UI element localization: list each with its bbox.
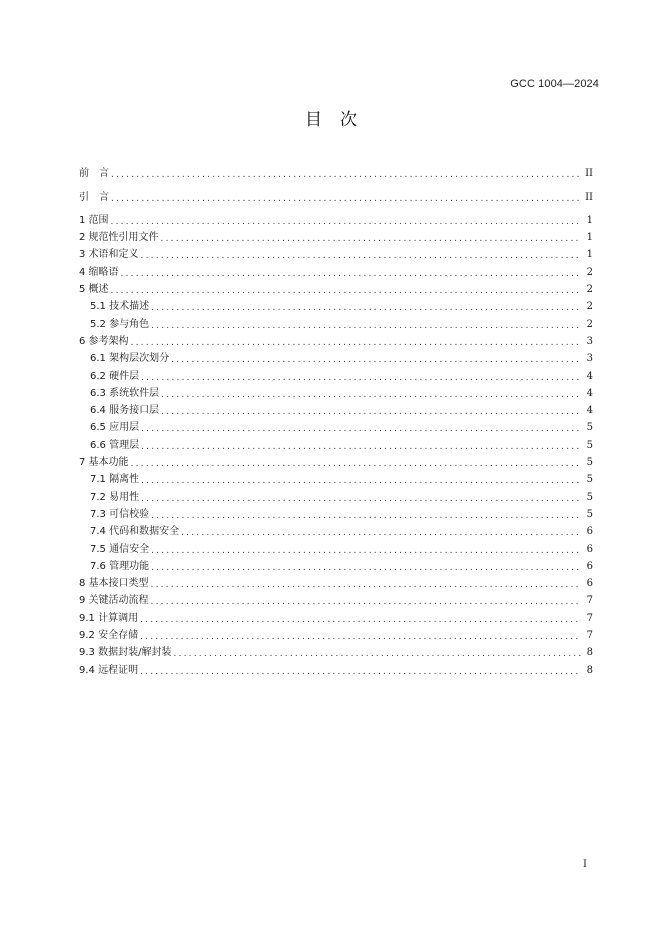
toc-entry-7-2[interactable] bbox=[79, 487, 593, 504]
toc-leader-dots bbox=[151, 579, 581, 591]
toc-entry-label: 8 基本接口类型 bbox=[79, 578, 149, 590]
toc-entry-7-1[interactable] bbox=[79, 470, 593, 487]
toc-entry-9[interactable] bbox=[79, 591, 593, 608]
toc-entry-page: 5 bbox=[586, 474, 593, 486]
toc-leader-dots bbox=[140, 614, 581, 626]
toc-entry-preface[interactable] bbox=[79, 164, 593, 181]
toc-entry-1[interactable] bbox=[79, 211, 593, 228]
toc-leader-dots bbox=[151, 510, 581, 522]
toc-leader-dots bbox=[151, 545, 581, 557]
toc-entry-page: 5 bbox=[586, 457, 593, 469]
toc-leader-dots bbox=[111, 285, 581, 297]
toc-entry-9-2[interactable] bbox=[79, 626, 593, 643]
toc-entry-page: 2 bbox=[586, 266, 593, 278]
document-code: GCC 1004—2024 bbox=[510, 78, 599, 90]
toc-entry-page: 7 bbox=[586, 630, 593, 642]
toc-entry-page: 4 bbox=[586, 370, 593, 382]
toc-entry-page: 6 bbox=[586, 560, 593, 572]
toc-entry-label: 7.3 可信校验 bbox=[90, 508, 150, 520]
toc-entry-page: 2 bbox=[586, 301, 593, 313]
toc-entry-page: 5 bbox=[586, 439, 593, 451]
toc-entry-page: II bbox=[585, 168, 593, 180]
toc-entry-label: 9.1 计算调用 bbox=[79, 612, 139, 624]
toc-leader-dots bbox=[171, 354, 581, 366]
toc-entry-label: 7.1 隔离性 bbox=[90, 474, 140, 486]
toc-leader-dots bbox=[151, 302, 581, 314]
toc-entry-6-2[interactable] bbox=[79, 366, 593, 383]
toc-entry-6-3[interactable] bbox=[79, 384, 593, 401]
toc-entry-6-6[interactable] bbox=[79, 435, 593, 452]
toc-entry-6-1[interactable] bbox=[79, 349, 593, 366]
toc-entry-label: 2 规范性引用文件 bbox=[79, 232, 159, 244]
toc-entry-3[interactable] bbox=[79, 245, 593, 262]
toc-entry-9-4[interactable] bbox=[79, 660, 593, 677]
toc-entry-label: 6.4 服务接口层 bbox=[90, 405, 160, 417]
toc-entry-page: 1 bbox=[586, 249, 593, 261]
toc-entry-label: 6.1 架构层次划分 bbox=[90, 353, 170, 365]
toc-entry-label: 6.6 管理层 bbox=[90, 439, 140, 451]
toc-entry-page: 7 bbox=[586, 595, 593, 607]
toc-entry-7-6[interactable] bbox=[79, 557, 593, 574]
toc-leader-dots bbox=[141, 423, 581, 435]
toc-entry-label: 5.1 技术描述 bbox=[90, 301, 150, 313]
toc-entry-label: 7 基本功能 bbox=[79, 457, 129, 469]
toc-leader-dots bbox=[131, 458, 581, 470]
toc-leader-dots bbox=[111, 193, 581, 205]
toc-entry-page: 5 bbox=[586, 491, 593, 503]
toc-entry-label: 4 缩略语 bbox=[79, 266, 119, 278]
toc-leader-dots bbox=[161, 406, 581, 418]
toc-entry-page: 7 bbox=[586, 612, 593, 624]
toc-leader-dots bbox=[151, 562, 581, 574]
toc-entry-label: 6 参考架构 bbox=[79, 335, 129, 347]
toc-entry-4[interactable] bbox=[79, 262, 593, 279]
toc-leader-dots bbox=[173, 648, 581, 660]
toc-entry-6-4[interactable] bbox=[79, 401, 593, 418]
toc-entry-5[interactable] bbox=[79, 280, 593, 297]
toc-entry-page: 5 bbox=[586, 422, 593, 434]
toc-leader-dots bbox=[111, 169, 581, 181]
toc-leader-dots bbox=[141, 372, 581, 384]
toc-leader-dots bbox=[141, 493, 581, 505]
toc-leader-dots bbox=[131, 337, 581, 349]
toc-entry-label: 9 关键活动流程 bbox=[79, 595, 149, 607]
toc-entry-page: 2 bbox=[586, 284, 593, 296]
toc-entry-2[interactable] bbox=[79, 228, 593, 245]
page-title: 目次 bbox=[305, 110, 375, 130]
toc-entry-page: 6 bbox=[586, 526, 593, 538]
toc-leader-dots bbox=[140, 666, 581, 678]
toc-leader-dots bbox=[111, 216, 581, 228]
toc-entry-label: 5.2 参与角色 bbox=[90, 318, 150, 330]
toc-entry-7-3[interactable] bbox=[79, 505, 593, 522]
toc-entry-7[interactable] bbox=[79, 453, 593, 470]
toc-entry-label: 1 范围 bbox=[79, 214, 109, 226]
toc-entry-7-5[interactable] bbox=[79, 539, 593, 556]
table-of-contents bbox=[79, 164, 593, 678]
toc-leader-dots bbox=[140, 631, 581, 643]
toc-entry-8[interactable] bbox=[79, 574, 593, 591]
toc-entry-label: 7.6 管理功能 bbox=[90, 560, 150, 572]
toc-leader-dots bbox=[181, 527, 581, 539]
toc-entry-page: 4 bbox=[586, 405, 593, 417]
toc-entry-label: 5 概述 bbox=[79, 284, 109, 296]
toc-entry-label: 7.5 通信安全 bbox=[90, 543, 150, 555]
toc-entry-page: 3 bbox=[586, 353, 593, 365]
toc-entry-page: II bbox=[585, 191, 593, 203]
toc-leader-dots bbox=[141, 250, 581, 262]
toc-entry-page: 5 bbox=[586, 508, 593, 520]
page-number: I bbox=[583, 859, 587, 870]
toc-entry-7-4[interactable] bbox=[79, 522, 593, 539]
toc-entry-page: 1 bbox=[586, 214, 593, 226]
toc-entry-6-5[interactable] bbox=[79, 418, 593, 435]
toc-leader-dots bbox=[161, 233, 581, 245]
toc-entry-6[interactable] bbox=[79, 332, 593, 349]
toc-leader-dots bbox=[141, 441, 581, 453]
toc-entry-9-3[interactable] bbox=[79, 643, 593, 660]
toc-leader-dots bbox=[121, 268, 581, 280]
toc-entry-page: 6 bbox=[586, 543, 593, 555]
toc-entry-page: 3 bbox=[586, 335, 593, 347]
toc-entry-label: 9.4 远程证明 bbox=[79, 664, 139, 676]
toc-entry-label: 9.2 安全存储 bbox=[79, 630, 139, 642]
toc-entry-page: 1 bbox=[586, 232, 593, 244]
toc-entry-label: 9.3 数据封装/解封装 bbox=[79, 647, 172, 659]
toc-leader-dots bbox=[141, 475, 581, 487]
toc-entry-label: 6.2 硬件层 bbox=[90, 370, 140, 382]
toc-entry-5-1[interactable] bbox=[79, 297, 593, 314]
toc-entry-label: 引 言 bbox=[79, 191, 109, 203]
toc-entry-label: 6.3 系统软件层 bbox=[90, 387, 160, 399]
toc-entry-page: 2 bbox=[586, 318, 593, 330]
toc-entry-label: 前 言 bbox=[79, 168, 109, 180]
toc-leader-dots bbox=[151, 596, 581, 608]
toc-entry-label: 7.2 易用性 bbox=[90, 491, 140, 503]
toc-leader-dots bbox=[161, 389, 581, 401]
toc-entry-label: 6.5 应用层 bbox=[90, 422, 140, 434]
toc-entry-5-2[interactable] bbox=[79, 314, 593, 331]
toc-entry-introduction[interactable] bbox=[79, 187, 593, 204]
toc-entry-9-1[interactable] bbox=[79, 608, 593, 625]
toc-entry-page: 8 bbox=[586, 647, 593, 659]
toc-entry-page: 4 bbox=[586, 387, 593, 399]
toc-leader-dots bbox=[151, 320, 581, 332]
toc-entry-page: 6 bbox=[586, 578, 593, 590]
toc-entry-page: 8 bbox=[586, 664, 593, 676]
toc-entry-label: 3 术语和定义 bbox=[79, 249, 139, 261]
toc-entry-label: 7.4 代码和数据安全 bbox=[90, 526, 180, 538]
